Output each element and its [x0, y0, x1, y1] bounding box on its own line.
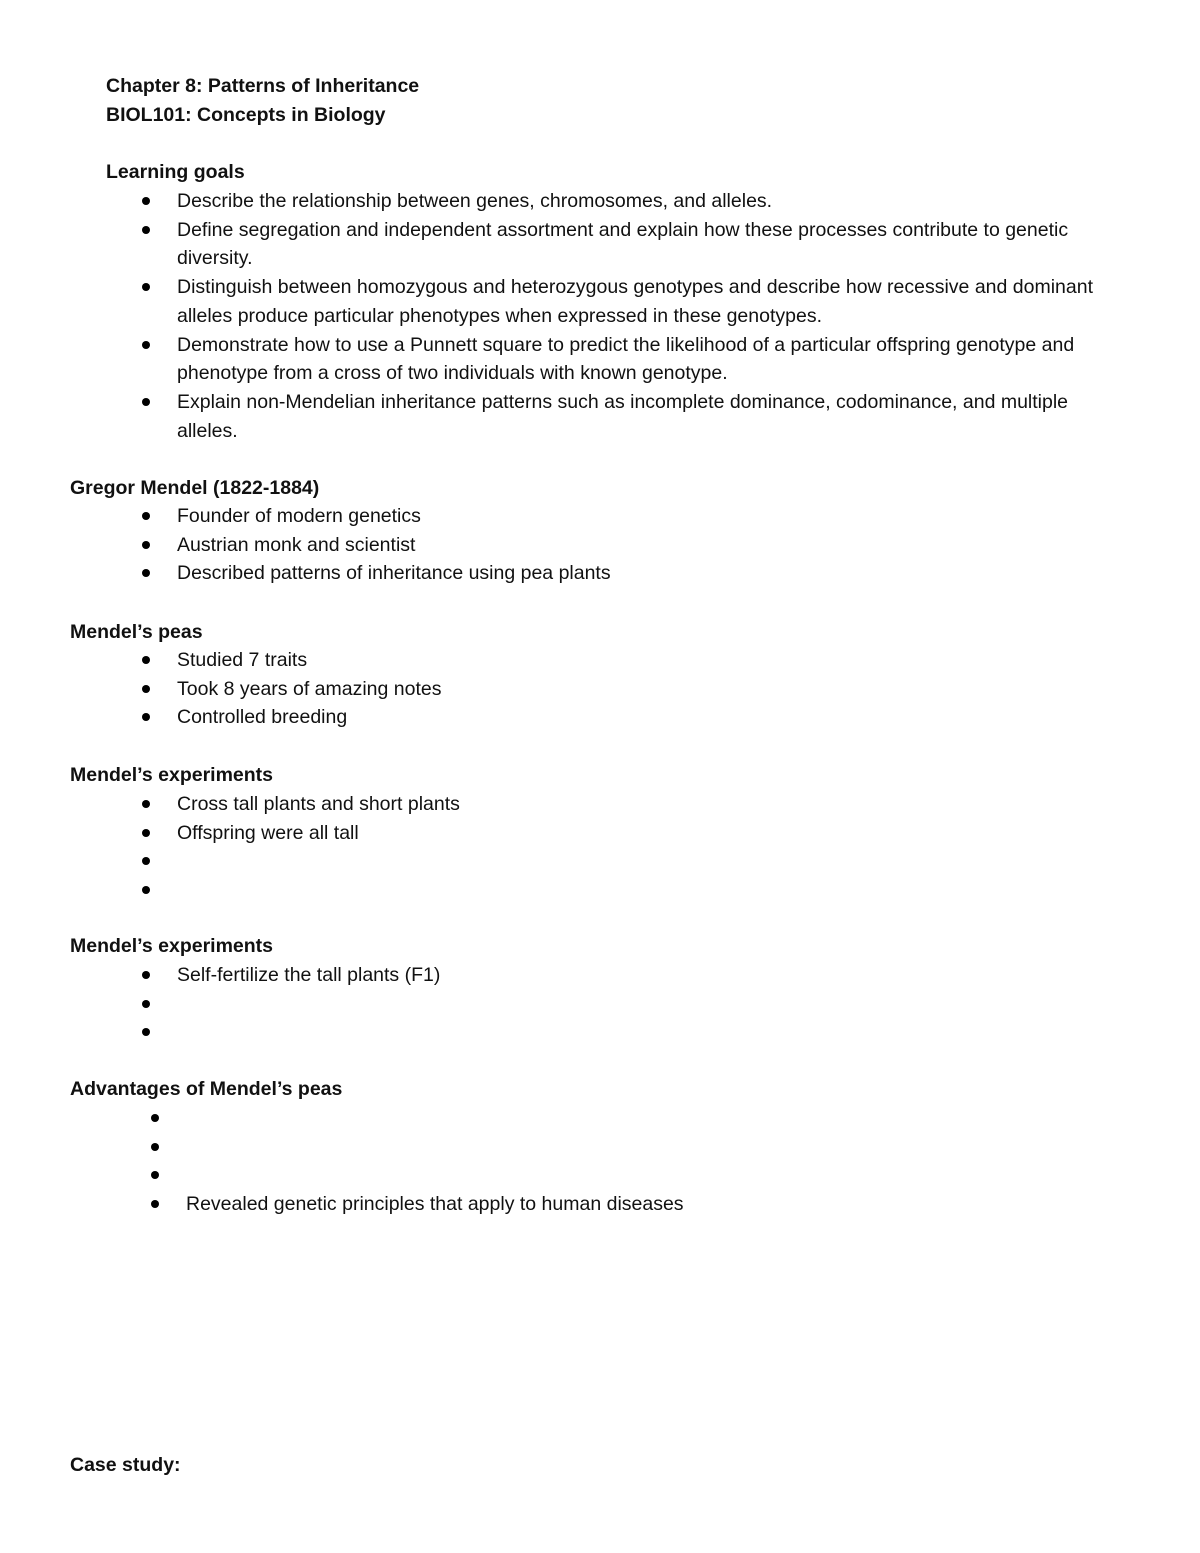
list-item: Studied 7 traits: [177, 646, 1107, 675]
list-item: Cross tall plants and short plants: [177, 790, 1107, 819]
bullet-icon: [142, 197, 150, 205]
bullet-icon: [142, 1000, 150, 1008]
list-item: [177, 876, 1107, 905]
bullet-icon: [142, 800, 150, 808]
bullet-icon: [142, 857, 150, 865]
bullet-icon: [142, 512, 150, 520]
list-item: Self-fertilize the tall plants (F1): [177, 961, 1107, 990]
list-item: Describe the relationship between genes, chromosomes, and alleles.: [177, 187, 1107, 216]
list-item: Took 8 years of amazing notes: [177, 675, 1107, 704]
list-item: [177, 990, 1107, 1019]
list-item: Described patterns of inheritance using pea plants: [177, 559, 1107, 588]
bullet-icon: [142, 226, 150, 234]
bullet-icon: [142, 1028, 150, 1036]
list-item: [186, 1161, 1086, 1190]
learning-goals-list: [177, 187, 1107, 445]
bullet-icon: [151, 1143, 159, 1151]
bullet-icon: [142, 541, 150, 549]
list-item: Demonstrate how to use a Punnett square to predict the likelihood of a particular offspring genotype and phenotype from a cross of two individuals with known genotype.: [177, 331, 1107, 388]
bullet-icon: [142, 886, 150, 894]
list-item: [177, 1018, 1107, 1047]
list-item: Offspring were all tall: [177, 819, 1107, 848]
experiments-list-1: [177, 790, 1107, 905]
experiments-heading-1: Mendel’s experiments: [70, 764, 274, 786]
bullet-icon: [142, 971, 150, 979]
experiments-list-2: [177, 961, 1107, 1047]
list-item: Distinguish between homozygous and heterozygous genotypes and describe how recessive and dominant alleles produce particular phenotypes when expressed in these genotypes.: [177, 273, 1107, 330]
list-item: Controlled breeding: [177, 703, 1107, 732]
bullet-icon: [151, 1114, 159, 1122]
list-item: Define segregation and independent assortment and explain how these processes contribute to genetic diversity.: [177, 216, 1107, 273]
bullet-icon: [151, 1200, 159, 1208]
list-item: [177, 847, 1107, 876]
bullet-icon: [142, 398, 150, 406]
chapter-title: Chapter 8: Patterns of Inheritance: [106, 75, 420, 97]
bullet-icon: [142, 685, 150, 693]
bullet-icon: [142, 713, 150, 721]
list-item: [186, 1104, 1086, 1133]
peas-heading: Mendel’s peas: [70, 621, 203, 643]
learning-goals-heading: Learning goals: [106, 161, 245, 183]
bullet-icon: [142, 569, 150, 577]
course-title: BIOL101: Concepts in Biology: [106, 104, 386, 126]
advantages-heading: Advantages of Mendel’s peas: [70, 1078, 343, 1100]
bullet-icon: [142, 829, 150, 837]
mendel-heading: Gregor Mendel (1822-1884): [70, 477, 320, 499]
bullet-icon: [151, 1171, 159, 1179]
bullet-icon: [142, 656, 150, 664]
list-item: [186, 1133, 1086, 1162]
experiments-heading-2: Mendel’s experiments: [70, 935, 274, 957]
bullet-icon: [142, 341, 150, 349]
case-study-heading: Case study:: [70, 1454, 181, 1476]
mendel-list: [177, 502, 1107, 588]
list-item: Explain non-Mendelian inheritance patterns such as incomplete dominance, codominance, and multiple alleles.: [177, 388, 1107, 445]
peas-list: [177, 646, 1107, 732]
list-item: Founder of modern genetics: [177, 502, 1107, 531]
list-item: Revealed genetic principles that apply to human diseases: [186, 1190, 1086, 1219]
bullet-icon: [142, 283, 150, 291]
list-item: Austrian monk and scientist: [177, 531, 1107, 560]
advantages-list: [186, 1104, 1086, 1219]
